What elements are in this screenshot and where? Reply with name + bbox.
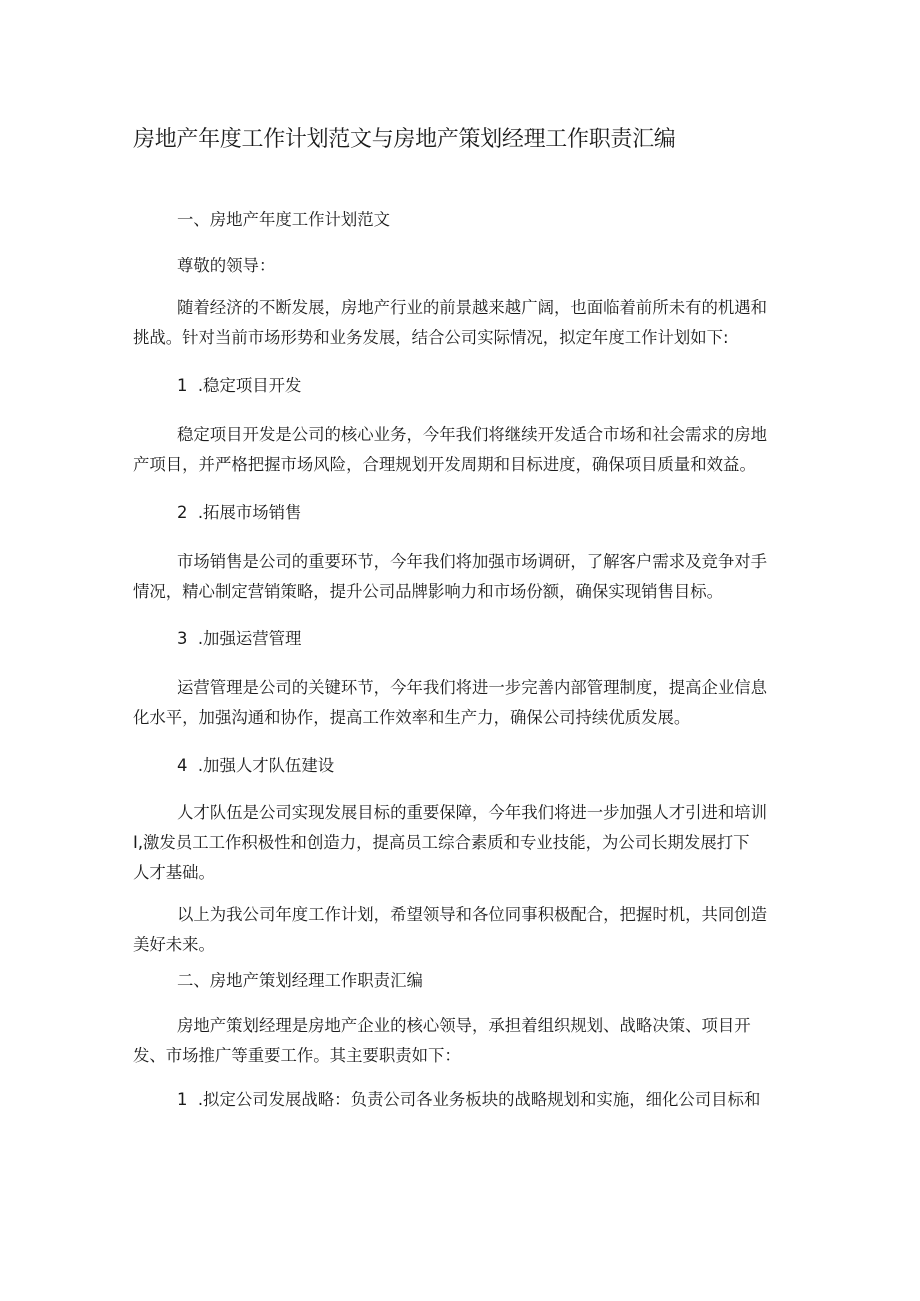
item-heading: 1 .拟定公司发展战略：负责公司各业务板块的战略规划和实施，细化公司目标和 <box>177 1090 761 1109</box>
item-heading: 4 .加强人才队伍建设 <box>177 756 335 775</box>
paragraph-line: 房地产策划经理是房地产企业的核心领导，承担着组织规划、战略决策、项目开 <box>177 1016 751 1035</box>
paragraph-line: 随着经济的不断发展，房地产行业的前景越来越广阔，也面临着前所未有的机遇和 <box>177 298 768 317</box>
item-heading: 1 .稳定项目开发 <box>177 376 302 395</box>
paragraph-line: 市场销售是公司的重要环节，今年我们将加强市场调研，了解客户需求及竞争对手 <box>177 552 768 571</box>
section-heading: 二、房地产策划经理工作职责汇编 <box>177 971 423 990</box>
paragraph-line: 人才队伍是公司实现发展目标的重要保障，今年我们将进一步加强人才引进和培训 <box>177 803 768 822</box>
paragraph-line: 人才基础。 <box>133 863 215 882</box>
paragraph-line: 以上为我公司年度工作计划，希望领导和各位同事积极配合，把握时机，共同创造 <box>177 905 768 924</box>
item-heading: 3 .加强运营管理 <box>177 629 302 648</box>
paragraph-line: 情况，精心制定营销策略，提升公司品牌影响力和市场份额，确保实现销售目标。 <box>133 582 724 601</box>
paragraph-line: 稳定项目开发是公司的核心业务，今年我们将继续开发适合市场和社会需求的房地 <box>177 425 768 444</box>
paragraph-line: 运营管理是公司的关键环节，今年我们将进一步完善内部管理制度，提高企业信息 <box>177 678 768 697</box>
paragraph-line: 发、市场推广等重要工作。其主要职责如下： <box>133 1046 461 1065</box>
paragraph-line: 化水平，加强沟通和协作，提高工作效率和生产力，确保公司持续优质发展。 <box>133 708 691 727</box>
paragraph-line: 挑战。针对当前市场形势和业务发展，结合公司实际情况，拟定年度工作计划如下: <box>133 328 729 347</box>
paragraph-line: 美好未来。 <box>133 935 215 954</box>
greeting: 尊敬的领导： <box>177 256 276 275</box>
section-heading: 一、房地产年度工作计划范文 <box>177 210 391 229</box>
document-title: 房地产年度工作计划范文与房地产策划经理工作职责汇编 <box>133 127 676 152</box>
item-heading: 2 .拓展市场销售 <box>177 503 302 522</box>
paragraph-line: 产项目，并严格把握市场风险，合理规划开发周期和目标进度，确保项目质量和效益。 <box>133 455 756 474</box>
paragraph-line: I,激发员工工作积极性和创造力，提高员工综合素质和专业技能，为公司长期发展打下 <box>133 833 750 852</box>
